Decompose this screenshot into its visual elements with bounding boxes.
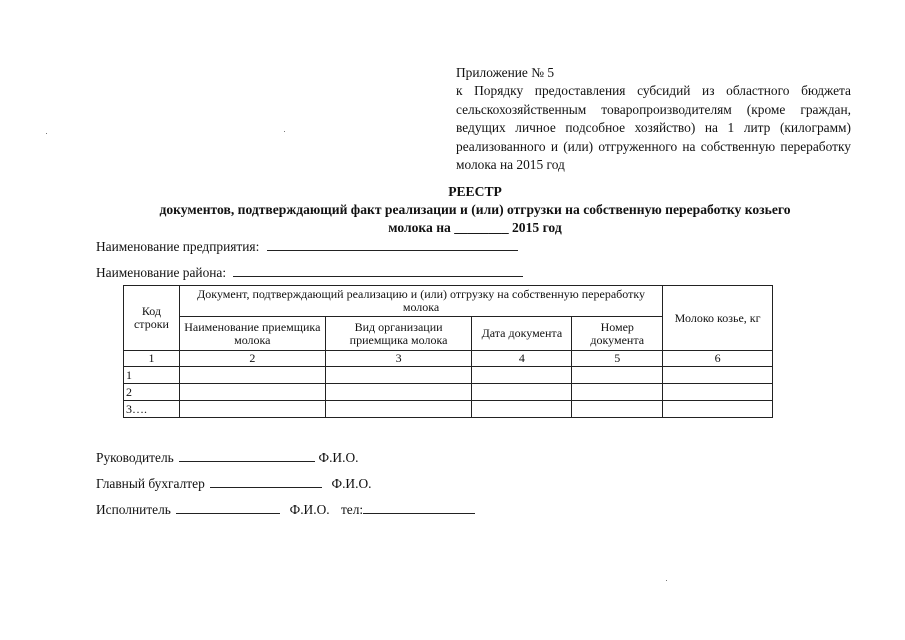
row-code: 2 — [124, 384, 180, 401]
appendix-text: к Порядку предоставления субсидий из областного бюджета сельскохозяйственным товаропроизводителям (кроме граждан, ведущих личное подсобное хозяйство) на 1 литр (килограмм) реализованного и (или) отгруженного на собственную переработку молока на 2015 год — [456, 83, 851, 173]
empty-cell — [472, 367, 572, 384]
empty-cell — [179, 401, 325, 418]
scan-speck — [666, 580, 667, 581]
empty-cell — [572, 401, 663, 418]
empty-cell — [572, 367, 663, 384]
column-number: 5 — [572, 351, 663, 367]
registry-subtitle: документов, подтверждающий факт реализации и (или) отгрузки на собственную переработку козьего — [159, 202, 791, 217]
head-signature — [96, 449, 358, 466]
executor-signature — [96, 501, 475, 518]
empty-cell — [663, 384, 773, 401]
executor-name: Ф.И.О. — [289, 502, 330, 517]
row-code: 3…. — [124, 401, 180, 418]
enterprise-blank — [267, 238, 518, 251]
empty-cell — [572, 384, 663, 401]
enterprise-label: Наименование предприятия: — [96, 239, 260, 254]
scan-speck — [284, 131, 285, 132]
empty-cell — [663, 367, 773, 384]
row-code: 1 — [124, 367, 180, 384]
head-label: Руководитель — [96, 450, 174, 465]
header-document-number: Номер документа — [572, 317, 663, 351]
accountant-name: Ф.И.О. — [331, 476, 372, 491]
header-code: Код строки — [124, 286, 180, 351]
header-goat-milk: Молоко козье, кг — [663, 286, 773, 351]
empty-cell — [179, 384, 325, 401]
column-number: 4 — [472, 351, 572, 367]
accountant-signature — [96, 475, 371, 492]
table-row — [124, 401, 773, 418]
appendix-note — [456, 64, 851, 174]
phone-label: тел: — [340, 502, 364, 517]
phone-line — [363, 501, 475, 514]
appendix-title: Приложение № 5 — [456, 65, 555, 80]
empty-cell — [179, 367, 325, 384]
registry-period: молока на ________ 2015 год — [388, 220, 562, 235]
district-field — [96, 264, 523, 281]
table-row — [124, 384, 773, 401]
table-row — [124, 367, 773, 384]
header-receiver-name: Наименование приемщика молока — [179, 317, 325, 351]
column-number: 3 — [325, 351, 472, 367]
column-number: 2 — [179, 351, 325, 367]
column-number-row — [124, 351, 773, 367]
header-document-date: Дата документа — [472, 317, 572, 351]
accountant-signature-line — [210, 475, 322, 488]
district-label: Наименование района: — [96, 265, 227, 280]
registry-table — [123, 285, 773, 418]
table-header-row — [124, 286, 773, 317]
enterprise-field — [96, 238, 518, 255]
empty-cell — [325, 367, 472, 384]
column-number: 6 — [663, 351, 773, 367]
empty-cell — [472, 401, 572, 418]
column-number: 1 — [124, 351, 180, 367]
head-signature-line — [179, 449, 315, 462]
header-document-group: Документ, подтверждающий реализацию и (или) отгрузку на собственную переработку молока — [179, 286, 662, 317]
registry-title: РЕЕСТР — [448, 184, 502, 199]
head-name: Ф.И.О. — [318, 450, 359, 465]
empty-cell — [663, 401, 773, 418]
empty-cell — [325, 401, 472, 418]
executor-label: Исполнитель — [96, 502, 171, 517]
header-organization-type: Вид организации приемщика молока — [325, 317, 472, 351]
empty-cell — [472, 384, 572, 401]
scan-speck — [46, 133, 47, 134]
empty-cell — [325, 384, 472, 401]
district-blank — [233, 264, 523, 277]
accountant-label: Главный бухгалтер — [96, 476, 205, 491]
executor-signature-line — [176, 501, 280, 514]
